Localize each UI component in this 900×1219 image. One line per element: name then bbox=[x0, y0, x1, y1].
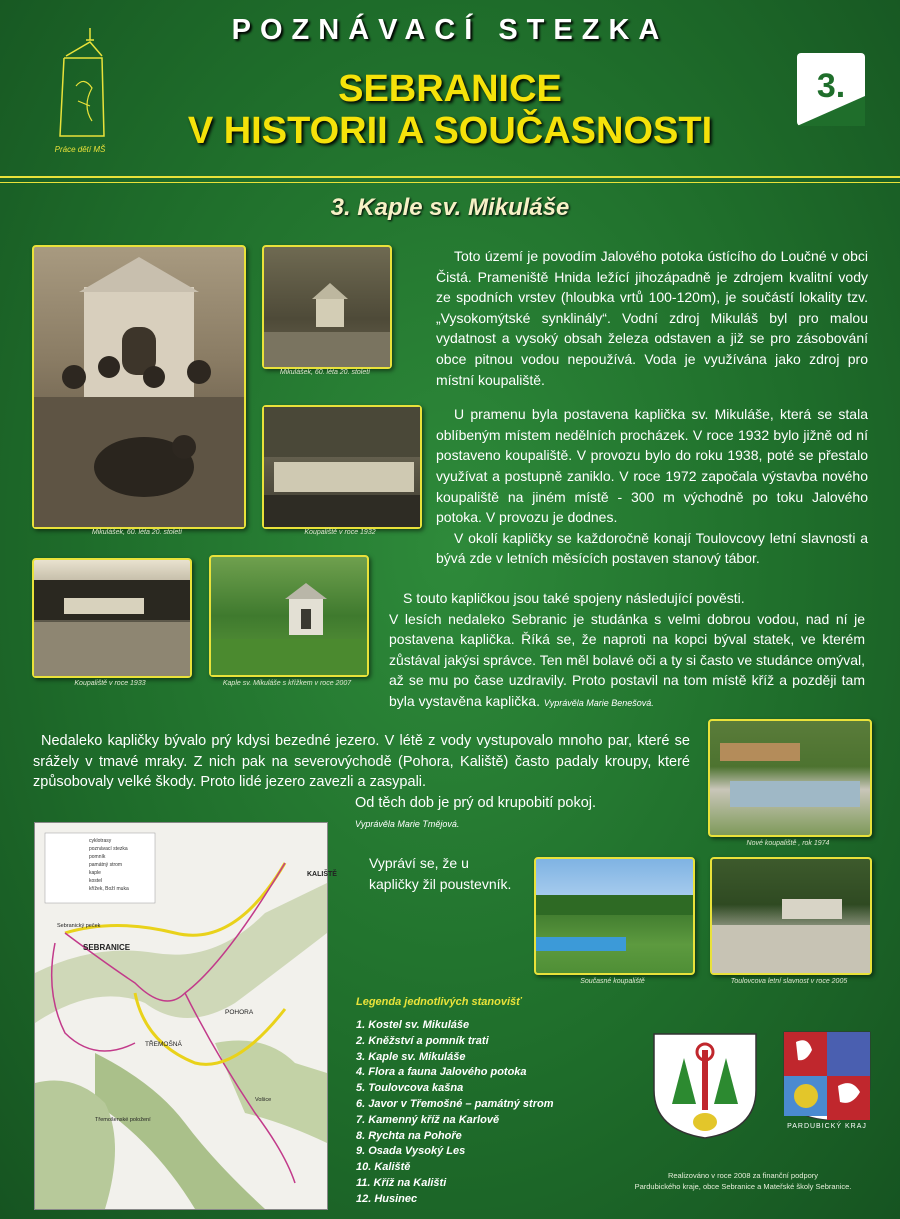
caption-2: Mikulášek, 60. léta 20. století bbox=[279, 369, 371, 376]
trail-title: POZNÁVACÍ STEZKA bbox=[231, 14, 669, 46]
paragraph-5: Nedaleko kapličky bývalo prý kdysi bezedné jezero. V létě z vody vystupovalo mnoho par, které se srážely v tmavé mraky. Z nich pak na severovýchodě (Pohora, Kaliště) často padaly kroupy, které způsobovaly velké škody. Proto lidé jezero zavezli a zasypali. bbox=[33, 733, 690, 791]
station-12: 12. Husinec bbox=[356, 1192, 418, 1205]
legend-title: Legenda jednotlivých stanovišť bbox=[356, 996, 522, 1008]
header-divider bbox=[0, 176, 900, 178]
text-block-top bbox=[436, 246, 868, 569]
caption-5: Kaple sv. Mikuláše s křížkem v roce 2007 bbox=[222, 680, 352, 687]
station-11: 11. Kříž na Kališti bbox=[356, 1176, 447, 1189]
map-legend-4: památný strom bbox=[89, 862, 123, 868]
map-legend-7: křížek, Boží muka bbox=[89, 886, 129, 892]
map-label-pecek: Sebranický peček bbox=[57, 923, 101, 929]
caption-3: Koupaliště v roce 1932 bbox=[304, 529, 376, 536]
station-9: 9. Osada Vysoký Les bbox=[356, 1145, 466, 1158]
paragraph-3: V okolí kapličky se každoročně konají Toulovcovy letní slavnosti a bývá zde v letních měsících postaven stanový tábor. bbox=[436, 529, 868, 567]
header-divider-thin bbox=[0, 182, 900, 183]
caption-6: Nové koupaliště , rok 1974 bbox=[746, 840, 830, 847]
map-label-vosice: Vošice bbox=[255, 1097, 272, 1103]
station-3: 3. Kaple sv. Mikuláše bbox=[356, 1050, 466, 1063]
map-legend-5: kaple bbox=[89, 870, 101, 876]
stations-list bbox=[356, 1018, 553, 1208]
station-7: 7. Kamenný kříž na Karlově bbox=[356, 1113, 500, 1126]
map-legend-6: kostel bbox=[89, 878, 103, 884]
funding-line2: Pardubického kraje, obce Sebranice a Mateřské školy Sebranice. bbox=[634, 1182, 852, 1191]
text-block-lake bbox=[33, 731, 690, 835]
station-5: 5. Toulovcova kašna bbox=[356, 1082, 464, 1095]
caption-7: Současné koupaliště bbox=[580, 978, 645, 985]
photo-pool-1932 bbox=[262, 405, 422, 529]
main-title-line2: V HISTORII A SOUČASNOSTI bbox=[187, 110, 713, 152]
map-legend-3: pomník bbox=[89, 854, 106, 860]
signature-1: Vyprávěla Marie Benešová. bbox=[543, 697, 654, 708]
caption-1: Mikulášek, 60. léta 20. století bbox=[91, 529, 183, 536]
funding-line1: Realizováno v roce 2008 za finanční podpory bbox=[667, 1171, 819, 1180]
text-block-legend bbox=[389, 588, 865, 714]
caption-4: Koupaliště v roce 1933 bbox=[74, 680, 146, 687]
legend-story-1: V lesích nedaleko Sebranic je studánka s velmi dobrou vodou, nad ní je postavena kaplička. Říká se, že naproti na kopci býval statek, ve kterém zůstával jakýsi správce. Ten měl bolavé oči a ty si často ve studánce omýval, až se mu po čase uzdravily. Proto postavil na tom místě kříž a později tam byla vystavěna kaplička. bbox=[389, 610, 865, 709]
sebranice-coat-of-arms-icon bbox=[650, 1030, 760, 1140]
logo-caption: Práce dětí MŠ bbox=[54, 145, 106, 154]
photo-chapel-forest bbox=[262, 245, 392, 369]
caption-8: Toulovcova letní slavnost v roce 2005 bbox=[730, 978, 848, 985]
pardubice-region-coat-of-arms-icon bbox=[782, 1030, 872, 1122]
station-6: 6. Javor v Třemošné – památný strom bbox=[356, 1097, 554, 1110]
photo-chapel-1960s bbox=[32, 245, 246, 529]
main-title-line1: SEBRANICE bbox=[338, 68, 562, 110]
paragraph-4-intro: S touto kapličkou jsou také spojeny následující pověsti. bbox=[403, 590, 745, 606]
photo-chapel-2007 bbox=[209, 555, 369, 677]
map-label-polozeni: Třemošenské položení bbox=[95, 1117, 151, 1123]
stop-number-badge bbox=[797, 53, 865, 126]
station-4: 4. Flora a fauna Jalového potoka bbox=[356, 1066, 527, 1079]
region-name: PARDUBICKÝ KRAJ bbox=[787, 1123, 867, 1130]
funding-note bbox=[600, 1170, 886, 1192]
paragraph-1: Toto území je povodím Jalového potoka ústícího do Loučné v obci Čistá. Prameniště Hnida ležící jihozápadně je zdrojem kvalitní vody ze spodních vrstev (hloubka vrtů 100-120m), je součástí lokality tzv. „Vysokomýtské synklinály“. Vodní zdroj Mikuláš byl pro malou vydatnost a vysoký obsah železa odstaven a již se pro zásobování obce pitnou vodou nepoužívá. Voda je využívána jako zdroj pro místní koupaliště. bbox=[436, 248, 868, 388]
photo-pool-1933 bbox=[32, 558, 192, 678]
stop-number: 3. bbox=[816, 67, 846, 105]
trail-map bbox=[34, 822, 337, 1210]
paragraph-2: U pramenu byla postavena kaplička sv. Mikuláše, která se stala oblíbeným místem nedělních procházek. V roce 1932 bylo jižně od ní postaveno koupaliště. V provozu bylo do roku 1938, poté se přestalo využívat a postupně zaniklo. V roce 1972 započala výstavba nového koupaliště na jiném místě - 300 m východně po toku Jalového potoka. V provozu je dodnes. bbox=[436, 406, 868, 526]
paragraph-5b: Od těch dob je prý od krupobití pokoj. bbox=[355, 794, 597, 811]
photo-summer-festival bbox=[710, 857, 872, 975]
map-label-kaliste: KALIŠTĚ bbox=[307, 871, 337, 878]
photo-current-pool bbox=[534, 857, 695, 975]
paragraph-4 bbox=[389, 609, 865, 714]
map-legend-2: poznávací stezka bbox=[89, 846, 128, 852]
map-legend-1: cyklotrasy bbox=[89, 838, 112, 844]
station-2: 2. Kněžství a pomník trati bbox=[356, 1034, 489, 1047]
badge-corner bbox=[797, 96, 865, 126]
paragraph-6: Vypráví se, že u kapličky žil poustevník. bbox=[369, 855, 512, 892]
station-8: 8. Rychta na Pohoře bbox=[356, 1129, 462, 1142]
map-label-pohora: POHORA bbox=[225, 1009, 254, 1016]
map-legend bbox=[49, 837, 129, 893]
signature-2: Vyprávěla Marie Tmějová. bbox=[355, 819, 460, 830]
map-label-sebranice: SEBRANICE bbox=[83, 943, 131, 952]
station-10: 10. Kaliště bbox=[356, 1161, 411, 1174]
photo-new-pool-1974 bbox=[708, 719, 872, 837]
map-label-tremosna: TŘEMOŠNÁ bbox=[145, 1041, 182, 1048]
main-title bbox=[0, 68, 900, 152]
station-1: 1. Kostel sv. Mikuláše bbox=[356, 1019, 470, 1031]
section-title: 3. Kaple sv. Mikuláše bbox=[330, 194, 570, 221]
